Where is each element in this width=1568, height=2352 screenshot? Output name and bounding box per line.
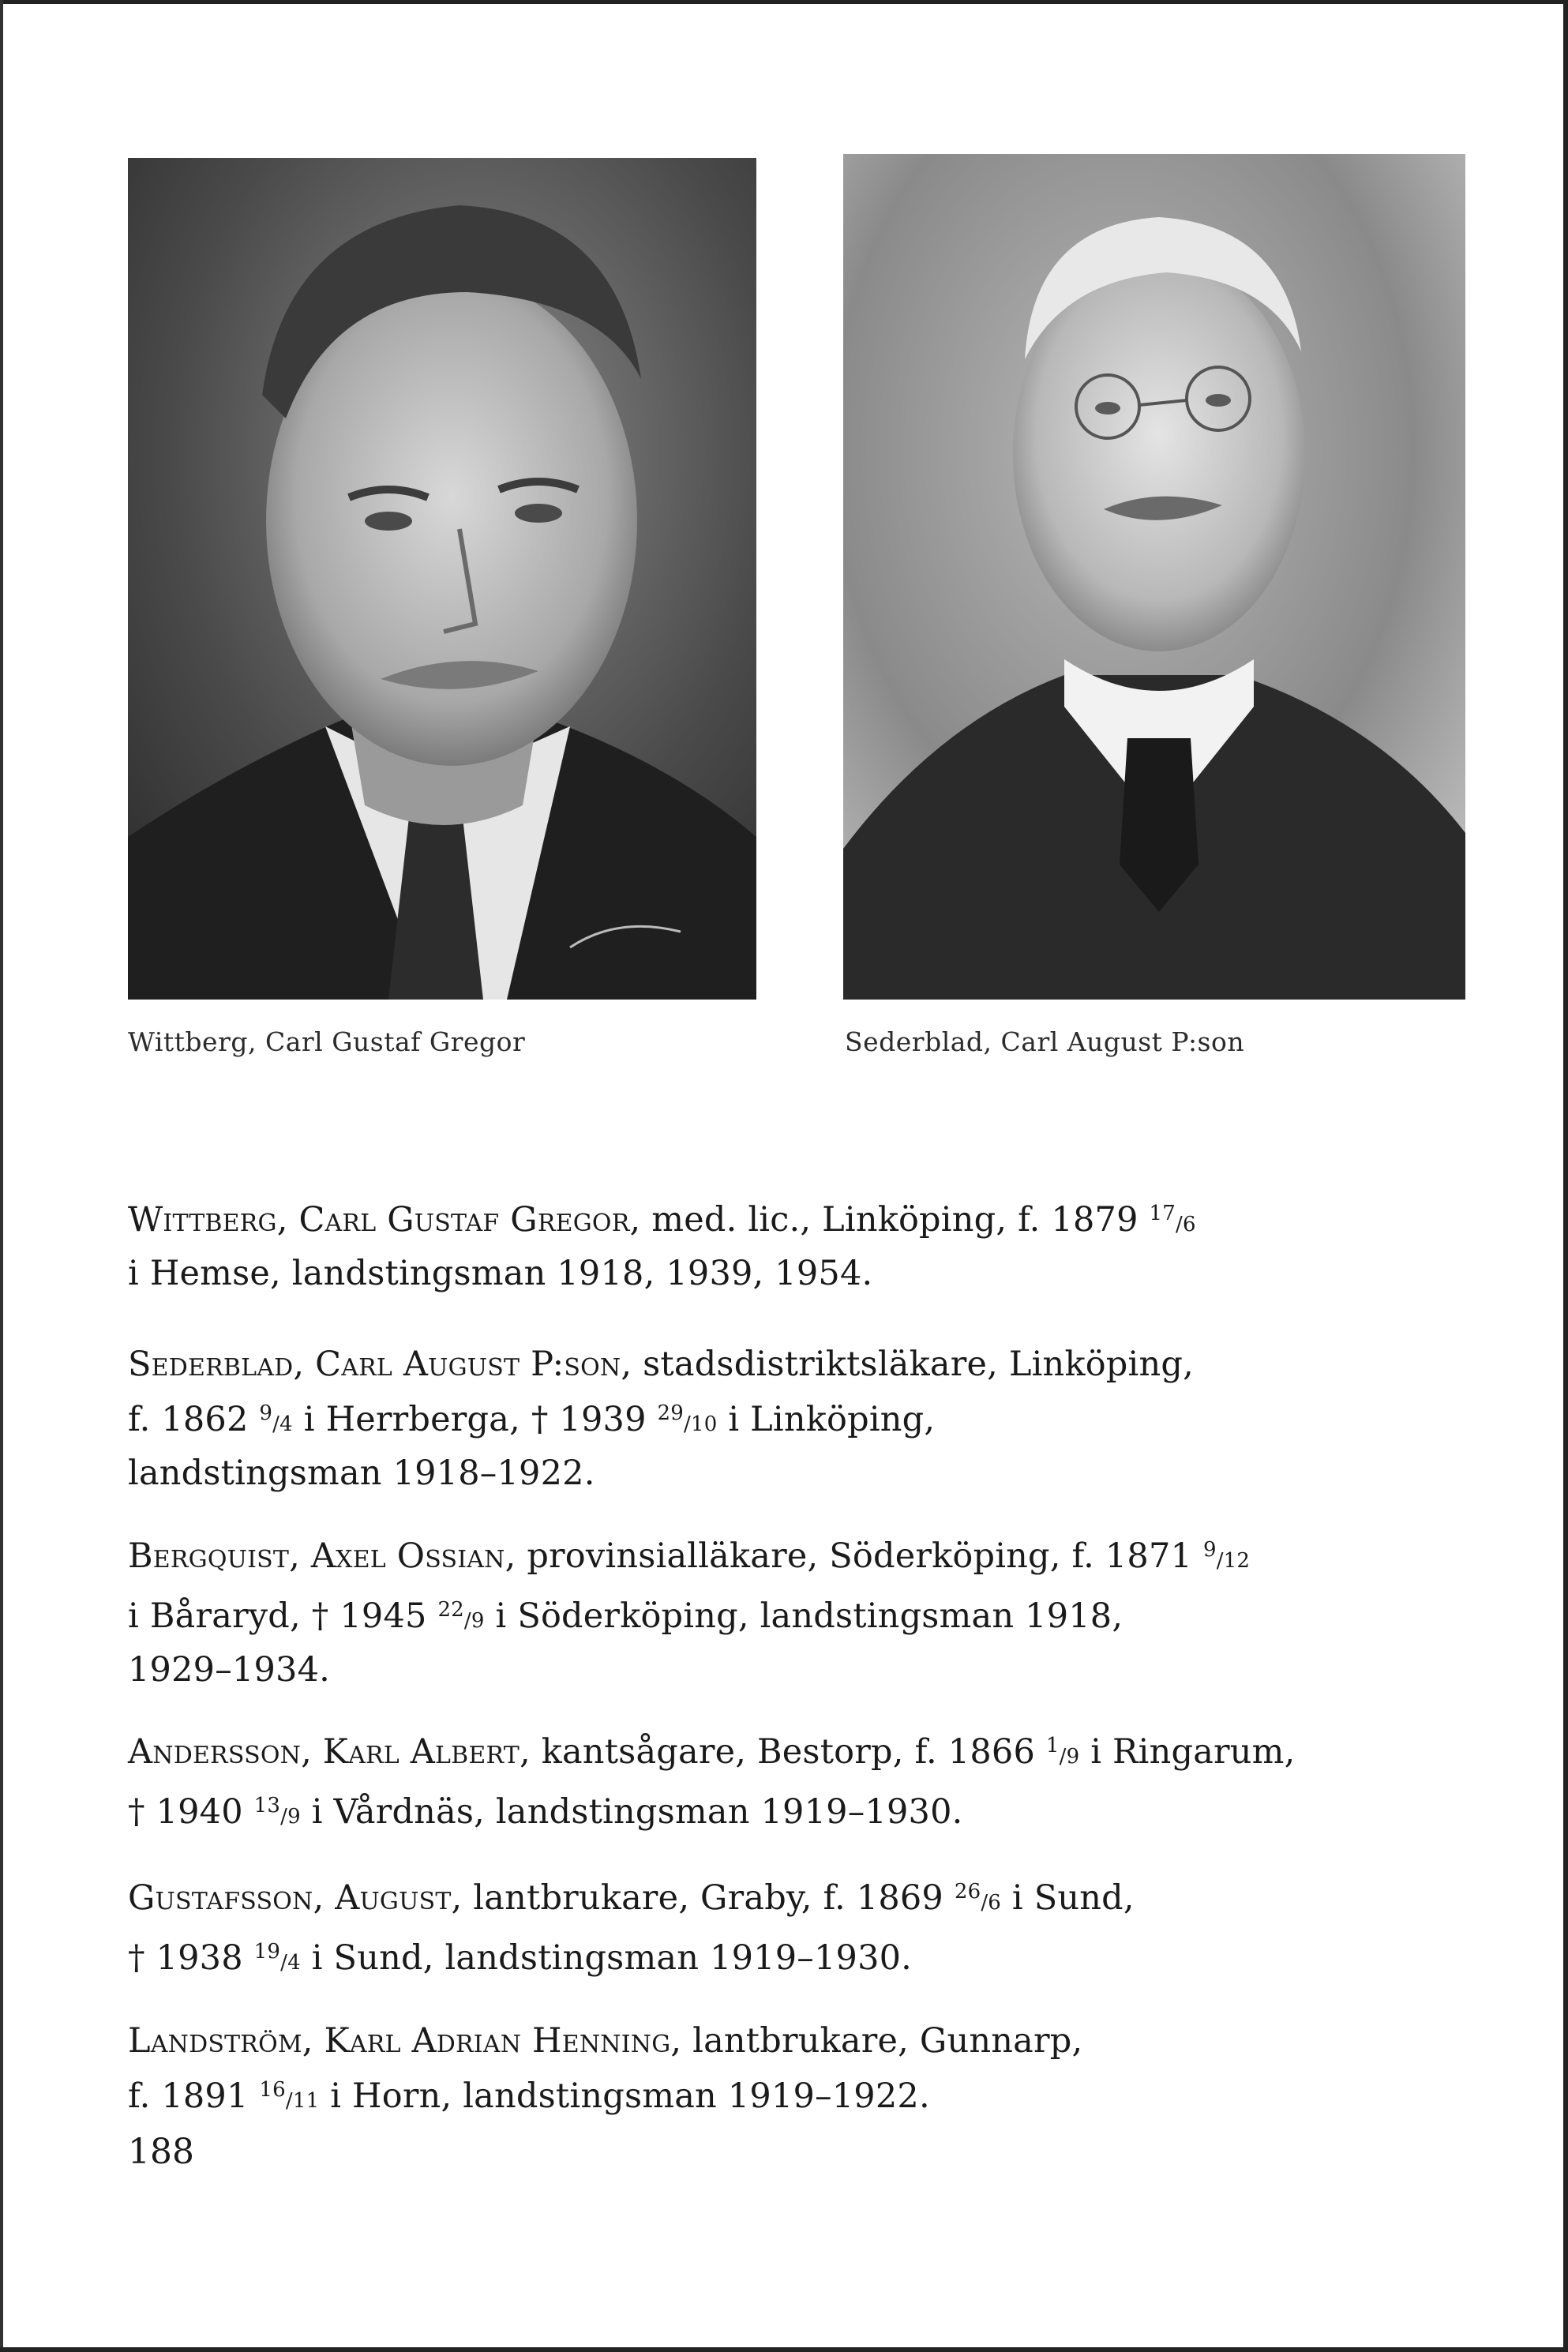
entry-line	[128, 1189, 1233, 1249]
entry-line: landstingsman 1918–1922.	[128, 1454, 595, 1493]
entry-text: i Herrberga, † 1939	[292, 1400, 658, 1439]
entry-text: , med. lic., Linköping, f. 1879	[629, 1200, 1150, 1240]
entry-line	[128, 1389, 1233, 1449]
date-month: /9	[463, 1609, 485, 1633]
entry-name: Sederblad, Carl August P:son	[128, 1345, 621, 1384]
date-day: 16	[259, 2078, 286, 2102]
date-month: /9	[1059, 1745, 1080, 1769]
entry-text: i Båraryd, † 1945	[128, 1596, 438, 1636]
date-day: 26	[954, 1880, 981, 1904]
entry-text: i Ringarum,	[1079, 1732, 1296, 1772]
entry-text: i Linköping,	[717, 1400, 936, 1439]
page-border-right	[1563, 0, 1568, 2352]
entry-text: , kantsågare, Bestorp, f. 1866	[519, 1732, 1046, 1772]
entry-line	[128, 1721, 1296, 1781]
entry-line	[128, 1927, 1233, 1987]
biography-entry-sederblad	[128, 1340, 1233, 1498]
entry-text: , stadsdistriktsläkare, Linköping,	[621, 1345, 1194, 1384]
page-border-top	[0, 0, 1568, 4]
page-border-left	[0, 0, 3, 2352]
entry-text: i Horn, landstingsman 1919–1922.	[319, 2076, 930, 2116]
date-day: 9	[1202, 1538, 1217, 1562]
date-day: 1	[1045, 1734, 1060, 1757]
date-month: /4	[272, 1412, 293, 1436]
entry-name: Wittberg, Carl Gustaf Gregor	[128, 1200, 630, 1240]
date-day: 9	[259, 1401, 273, 1425]
date-day: 17	[1149, 1202, 1176, 1225]
entry-line	[128, 1525, 1251, 1585]
date-month: /9	[280, 1805, 301, 1829]
biography-entry-bergquist	[128, 1525, 1251, 1694]
photo-caption-right: Sederblad, Carl August P:son	[845, 1026, 1245, 1057]
biography-entry-landstrom	[128, 2016, 1233, 2125]
portrait-photo-wittberg	[128, 158, 756, 1000]
date-day: 29	[657, 1401, 685, 1425]
page-number: 188	[128, 2132, 194, 2172]
date-month: /10	[684, 1412, 718, 1436]
portrait-image	[843, 154, 1465, 1000]
biography-entry-andersson	[128, 1721, 1296, 1841]
entry-line	[128, 1340, 1233, 1389]
entry-text: i Söderköping, landstingsman 1918,	[484, 1596, 1123, 1636]
entry-text: † 1938	[128, 1938, 254, 1978]
date-month: /4	[280, 1951, 301, 1975]
entry-name: Andersson, Karl Albert	[128, 1732, 520, 1772]
entry-text: i Vårdnäs, landstingsman 1919–1930.	[300, 1792, 963, 1832]
date-month: /11	[285, 2089, 320, 2113]
entry-line: 1929–1934.	[128, 1650, 331, 1690]
entry-line	[128, 2065, 1233, 2125]
date-day: 22	[437, 1598, 464, 1622]
entry-text: , provinsialläkare, Söderköping, f. 1871	[505, 1536, 1203, 1576]
portrait-photo-sederblad	[843, 154, 1465, 1000]
date-month: /6	[1176, 1213, 1196, 1236]
entry-text: f. 1862	[128, 1400, 260, 1439]
entry-text: † 1940	[128, 1792, 254, 1832]
entry-line	[128, 1867, 1233, 1927]
entry-text: i Sund, landstingsman 1919–1930.	[300, 1938, 913, 1978]
photo-caption-left: Wittberg, Carl Gustaf Gregor	[128, 1026, 526, 1057]
portrait-image	[128, 158, 756, 1000]
page-border-bottom	[0, 2347, 1568, 2352]
entry-name: Bergquist, Axel Ossian	[128, 1536, 505, 1576]
entry-text: , lantbrukare, Graby, f. 1869	[451, 1878, 955, 1918]
biography-entry-wittberg	[128, 1189, 1233, 1298]
entry-line: i Hemse, landstingsman 1918, 1939, 1954.	[128, 1254, 873, 1293]
biography-entry-gustafsson	[128, 1867, 1233, 1987]
entry-name: Gustafsson, August	[128, 1878, 452, 1918]
date-month: /12	[1216, 1549, 1251, 1573]
entry-name: Landström, Karl Adrian Henning	[128, 2021, 671, 2061]
entry-line	[128, 1781, 1233, 1841]
entry-line	[128, 1585, 1233, 1645]
entry-text: f. 1891	[128, 2076, 260, 2116]
entry-text: , lantbrukare, Gunnarp,	[670, 2021, 1083, 2061]
date-day: 13	[253, 1794, 281, 1817]
date-day: 19	[253, 1940, 281, 1964]
entry-line	[128, 2016, 1233, 2065]
entry-text: i Sund,	[1001, 1878, 1135, 1918]
date-month: /6	[981, 1891, 1002, 1915]
